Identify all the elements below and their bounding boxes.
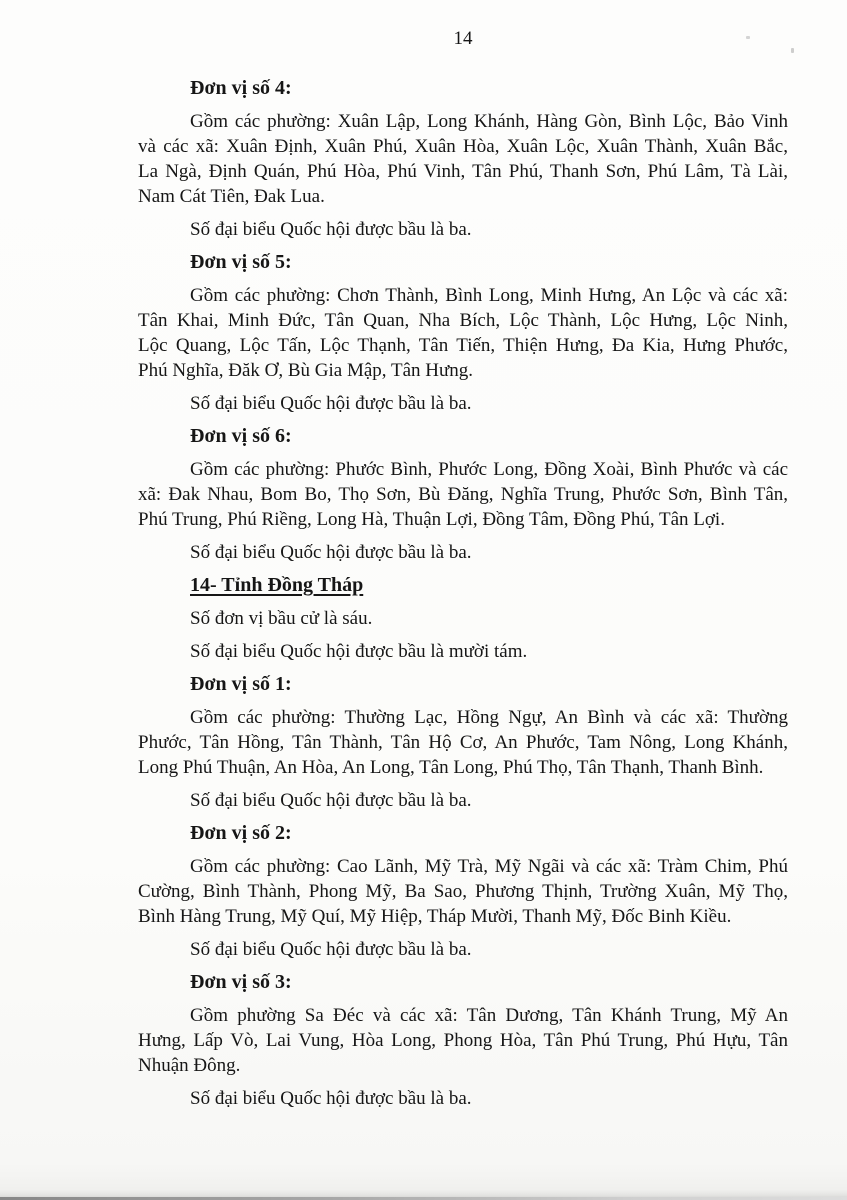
unit-6-paragraph [138,457,788,532]
paragraph-line: Long Phú Thuận, An Hòa, An Long, Tân Long, Phú Thọ, Tân Thạnh, Thanh Bình. [138,757,764,778]
unit-5-heading: Đơn vị số 5: [190,251,292,273]
deputies-count-note: Số đại biểu Quốc hội được bầu là ba. [190,219,472,240]
unit-3-paragraph [138,1003,788,1078]
province-heading [138,573,788,598]
paragraph-line: Lộc Quang, Lộc Tấn, Lộc Thạnh, Tân Tiến, Thiện Hưng, Đa Kia, Hưng Phước, [138,335,788,356]
text-column [138,26,788,1111]
unit-2-paragraph [138,854,788,929]
paragraph-line: Gồm các phường: Phước Bình, Phước Long, Đồng Xoài, Bình Phước và các [190,459,788,480]
paragraph-line: Nam Cát Tiên, Đak Lua. [138,186,325,207]
deputies-count-note: Số đại biểu Quốc hội được bầu là ba. [190,393,472,414]
unit-3-heading: Đơn vị số 3: [190,971,292,993]
paragraph-line: Tân Khai, Minh Đức, Tân Quan, Nha Bích, Lộc Thành, Lộc Hưng, Lộc Ninh, [138,310,788,331]
unit-2-heading: Đơn vị số 2: [190,822,292,844]
paragraph-line: Gồm các phường: Thường Lạc, Hồng Ngự, An Bình và các xã: Thường [190,707,788,728]
deputies-count-note: Số đại biểu Quốc hội được bầu là ba. [190,542,472,563]
paragraph-line: và các xã: Xuân Định, Xuân Phú, Xuân Hòa, Xuân Lộc, Xuân Thành, Xuân Bắc, [138,136,788,157]
unit-count-note: Số đơn vị bầu cử là sáu. [190,608,373,629]
paragraph-line: Nhuận Đông. [138,1055,241,1076]
deputies-count-note: Số đại biểu Quốc hội được bầu là ba. [190,1088,472,1109]
paragraph-line: Bình Hàng Trung, Mỹ Quí, Mỹ Hiệp, Tháp Mười, Thanh Mỹ, Đốc Binh Kiều. [138,906,732,927]
paragraph-line: Gồm các phường: Chơn Thành, Bình Long, Minh Hưng, An Lộc và các xã: [190,285,788,306]
province-heading-text: 14- Tỉnh Đồng Tháp [190,574,364,596]
unit-6-heading: Đơn vị số 6: [190,425,292,447]
scan-speck [746,36,750,39]
unit-5-paragraph [138,283,788,383]
paragraph-line: Phước, Tân Hồng, Tân Thành, Tân Hộ Cơ, An Phước, Tam Nông, Long Khánh, [138,732,788,753]
unit-4-heading: Đơn vị số 4: [190,77,292,99]
unit-1-paragraph [138,705,788,780]
deputies-count-note: Số đại biểu Quốc hội được bầu là ba. [190,790,472,811]
paragraph-line: Phú Trung, Phú Riềng, Long Hà, Thuận Lợi, Đồng Tâm, Đồng Phú, Tân Lợi. [138,509,725,530]
paragraph-line: La Ngà, Định Quán, Phú Hòa, Phú Vinh, Tân Phú, Thanh Sơn, Phú Lâm, Tà Lài, [138,161,788,182]
paragraph-line: Cường, Bình Thành, Phong Mỹ, Ba Sao, Phương Thịnh, Trường Xuân, Mỹ Thọ, [138,881,788,902]
page-number: 14 [453,28,473,49]
paragraph-line: Gồm các phường: Cao Lãnh, Mỹ Trà, Mỹ Ngãi và các xã: Tràm Chim, Phú [190,856,788,877]
paragraph-line: Gồm phường Sa Đéc và các xã: Tân Dương, Tân Khánh Trung, Mỹ An [190,1005,788,1026]
paragraph-line: Hưng, Lấp Vò, Lai Vung, Hòa Long, Phong Hòa, Tân Phú Trung, Phú Hựu, Tân [138,1030,788,1051]
unit-1-heading: Đơn vị số 1: [190,673,292,695]
deputies-total-note: Số đại biểu Quốc hội được bầu là mười tám. [190,641,528,662]
unit-4-paragraph [138,109,788,209]
paragraph-line: xã: Đak Nhau, Bom Bo, Thọ Sơn, Bù Đăng, Nghĩa Trung, Phước Sơn, Bình Tân, [138,484,788,505]
paragraph-line: Gồm các phường: Xuân Lập, Long Khánh, Hàng Gòn, Bình Lộc, Bảo Vinh [190,111,788,132]
paragraph-line: Phú Nghĩa, Đăk Ơ, Bù Gia Mập, Tân Hưng. [138,360,474,381]
scan-speck [791,48,794,53]
deputies-count-note: Số đại biểu Quốc hội được bầu là ba. [190,939,472,960]
